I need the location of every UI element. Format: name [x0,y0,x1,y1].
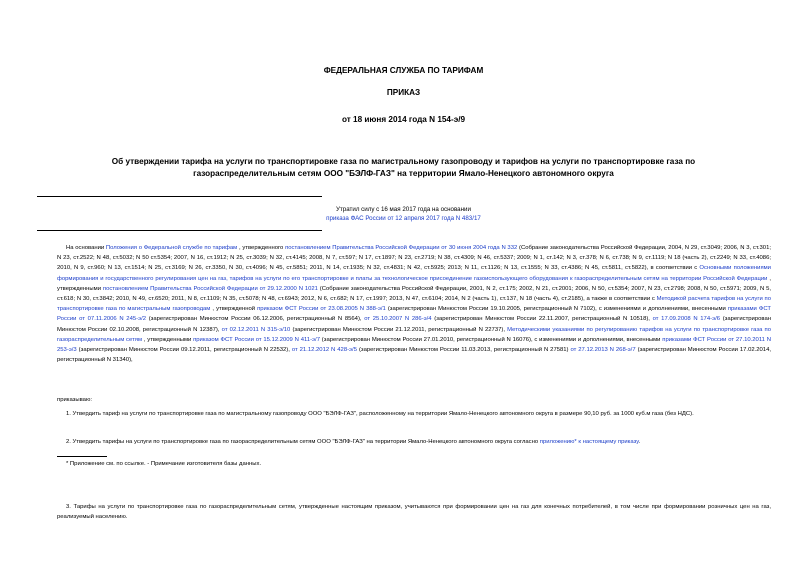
order-245-link[interactable]: приказами ФСТ России от 07.11.2006 N 245-э/2 [57,306,772,323]
footnote-text: * Приложение см. по ссылке. - Примечание изготовителя базы данных. [66,461,262,467]
preamble-text: , утвержденными [143,336,194,343]
order-286-link[interactable]: от 25.10.2007 N 286-э/4 [364,316,432,323]
order-253-link[interactable]: приказами ФСТ России от 27.10.2011 N 253-э/3 [57,336,772,354]
preamble-text: (зарегистрирован Минюстом России 06.12.2006, регистрационный N 8564), [148,316,362,323]
void-note-line1: Утратил силу с 16 мая 2017 года на основании [336,206,471,213]
order-388-link[interactable]: приказом ФСТ России от 23.08.2005 N 388-э/1 [257,306,386,313]
order-411-link[interactable]: приказом ФСТ России от 15.12.2009 N 411-э/7 [193,336,320,343]
order-315-link[interactable]: от 02.12.2011 N 315-э/10 [221,326,291,333]
preamble-text: (зарегистрирован Минюстом России 27.01.2010, регистрационный N 16076), с изменениями и дополнениями, внесенными [321,336,661,343]
preamble-text: (Собрание законодательства Российской Федерации, 2004, N 29, ст.3049; 2006, N 3, ст.301; N 23, ст.2522; N 48, ст.5032; N 50 ст.5354; 2007, N 16, ст.1912; N 25, ст.3039; N 32, ст.4145; 2008, N 7, ст.597; N 17, ст.1897; N 23, ст.2719; N 38, ст.4309; N 46, ст.5337; 2009; N 1, ст.142; N 3, ст.378; N 6, ст.738; N 9, ст.1119; N 18 (часть 2), ст.2249; N 33, ст.4086; 2010, N 9, ст.960; N 13, ст.1514; N 25, ст.3169; N 26, ст.3350, N 30, ст.4096; N 45, ст.5851; 2011, N 14, ст.1935; N 32, ст.4831; N 42, ст.5925; 2013; N 11, ст.1126; N 13, ст.1555; N 33, ст.4386; N 45, ст.5811, ст.5822), в соответствии с [57,245,771,272]
methodological-guidelines-link[interactable]: Методическими указаниями по регулированию тарифов на услуги по транспортировке газа по газораспределительным сетям [57,326,771,343]
preamble-text: (зарегистрирован Минюстом России 11.03.2013, регистрационный N 27581) [358,347,571,354]
order-174-link[interactable]: от 17.09.2008 N 174-э/6 [652,316,720,323]
preamble-text: На основании [66,245,105,251]
preamble-text: , утвержденной [212,306,258,313]
footnote-divider [57,456,107,457]
doc-type: ПРИКАЗ [386,88,421,97]
preamble-text: (зарегистрирован Минюстом России 02.10.2008, регистрационный N 12387), [57,316,771,333]
document-title: Об утверждении тарифа на услуги по транспортировке газа по магистральному газопроводу и тарифов на услуги по транспортировке газа по газораспределительным сетям ООО "БЭЛФ-ГАЗ" на территории Ямало-Ненецкого автономного округа [111,157,696,178]
preamble-paragraph [57,243,771,365]
item-2-end: . [638,439,641,445]
appendix-link[interactable]: приложению* к настоящему приказу [539,439,639,445]
divider-top [37,196,322,197]
preamble-text: (зарегистрирован Минюстом России 17.02.2014, регистрационный N 31340), [57,347,771,364]
preamble-text: (зарегистрирован Минюстом России 19.10.2005, регистрационный N 7102), с изменениями и дополнениями, внесенными [387,306,728,313]
preamble-text: , утвержденными [57,275,771,292]
gov-resolution-332-link[interactable]: постановлением Правительства Российской Федерации от 30 июня 2004 года N 332 [285,245,518,251]
preamble-text: (зарегистрирован Минюстом России 09.12.2011, регистрационный N 22532), [78,347,292,354]
order-word: приказываю: [57,397,93,403]
void-order-link[interactable]: приказа ФАС России от 12 апреля 2017 года N 483/17 [326,215,481,222]
order-268-link[interactable]: от 27.12.2013 N 268-э/7 [570,347,636,354]
item-2 [57,437,771,447]
footnote [57,459,771,469]
preamble-text: (зарегистрирован Минюстом России 22.11.2007, регистрационный N 10518), [434,316,653,323]
divider-bottom [37,230,322,231]
preamble-text: , утвержденного [238,245,284,251]
item-3 [57,502,771,522]
tariff-methodology-link[interactable]: Методикой расчета тарифов на услуги по транспортировке газа по магистральным газопроводам [57,296,771,313]
gov-resolution-1021-link[interactable]: постановлением Правительства Российской Федерации от 29.12.2000 N 1021 [102,285,318,292]
gas-pricing-provisions-link[interactable]: Основными положениями формирования и государственного регулирования цен на газ, тарифов на услуги по его транспортировке и платы за технологическое присоединение газоиспользующего оборудования к газораспределительным сетям на территории Российской Федерации [57,265,771,282]
doc-date-number: от 18 июня 2014 года N 154-э/9 [341,115,466,124]
item-3-text: 3. Тарифы на услуги по транспортировке газа по газораспределительным сетям, утвержденные настоящим приказом, учитываются при формировании цен на газ для конечных потребителей, в том числе при формировании розничных цен на газ, реализуемый населению. [57,504,771,521]
order-428-link[interactable]: от 21.12.2012 N 428-э/5 [291,347,357,354]
fst-regulation-link[interactable]: Положения о Федеральной службе по тарифам [105,245,238,251]
agency-name: ФЕДЕРАЛЬНАЯ СЛУЖБА ПО ТАРИФАМ [323,66,484,75]
item-1-text: 1. Утвердить тариф на услуги по транспортировке газа по магистральному газопроводу ООО "БЭЛФ-ГАЗ", расположенному на территории Ямало-Ненецкого автономного округа в размере 90,10 руб. за 1000 куб.м газа (без НДС). [66,411,694,417]
preamble-text: (зарегистрирован Минюстом России 21.12.2011, регистрационный N 22737), [292,326,508,333]
item-1 [57,409,771,419]
void-note-line2 [0,214,807,224]
item-2-text: 2. Утвердить тарифы на услуги по транспортировке газа по газораспределительным сетям ООО "БЭЛФ-ГАЗ" на территории Ямало-Ненецкого автономного округа согласно [66,439,540,445]
preamble-text: (Собрание законодательства Российской Федерации, 2001, N 2, ст.175; 2002, N 21, ст.2001; 2006, N 50, ст.5354; 2007, N 23, ст.2798; 2008, N 50, ст.5971; 2009, N 5, ст.618; N 30, ст.3842; 2010, N 49, ст.6520; 2011, N 8, ст.1109; N 35, ст.5078; N 48, ст.6943; 2012, N 6, ст.682; N 17, ст.1997; 2013, N 47, ст.6104; 2014, N 2 (часть 1), ст.137, N 18 (часть 4), ст.2185), а также в соответствии с [57,285,771,303]
